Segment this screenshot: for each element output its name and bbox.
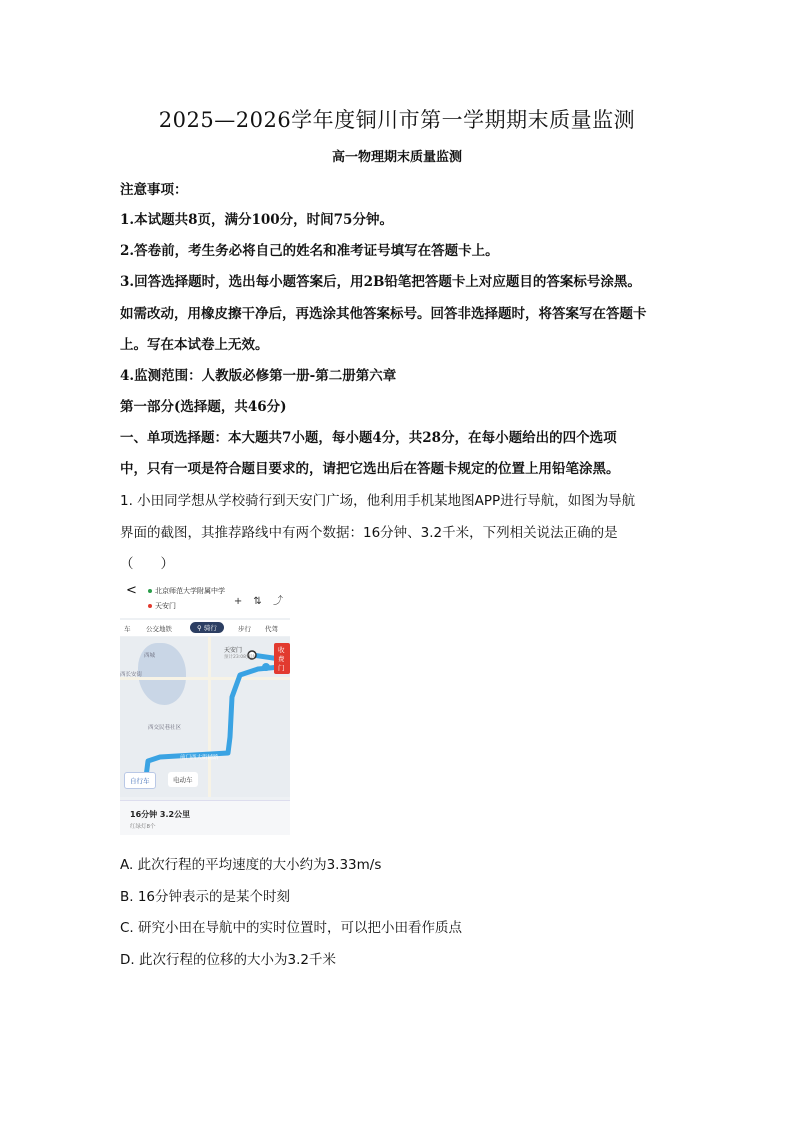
- note-1: 1.本试题共8页，满分100分，时间75分钟。: [120, 212, 393, 228]
- back-icon: <: [126, 583, 137, 598]
- route-traffic-lights: 红绿灯8个: [130, 824, 156, 830]
- question-1-line-b: 界面的截图，其推荐路线中有两个数据：16分钟、3.2千米，下列相关说法正确的是: [120, 525, 618, 541]
- tab-car: 车: [124, 625, 131, 633]
- vehicle-modes: [124, 772, 286, 790]
- part1-heading: 第一部分(选择题，共46分): [120, 399, 287, 415]
- route-header: [120, 580, 290, 618]
- destination-tag: [224, 645, 255, 660]
- tab-transit: 公交地铁: [146, 625, 172, 633]
- option-c: C. 研究小田在导航中的实时位置时，可以把小田看作质点: [120, 920, 463, 936]
- route-result: [120, 800, 290, 835]
- note-2: 2.答卷前，考生务必将自己的姓名和准考证号填写在答题卡上。: [120, 243, 499, 259]
- page-subtitle: 高一物理期末质量监测: [331, 150, 462, 165]
- option-b: B. 16分钟表示的是某个时刻: [120, 889, 291, 905]
- question-1-line-a: 1. 小田同学想从学校骑行到天安门广场，他利用手机某地图APP进行导航，如图为导航: [120, 493, 636, 509]
- option-d: D. 此次行程的位移的大小为3.2千米: [120, 952, 336, 968]
- section-intro-a: 一、单项选择题：本大题共7小题，每小题4分，共28分，在每小题给出的四个选项: [120, 430, 617, 446]
- route-to: 天安门: [155, 602, 176, 610]
- tab-bike: ⚲ 骑行: [190, 622, 224, 633]
- note-3c: 上。写在本试卷上无效。: [120, 337, 269, 353]
- question-1-paren: （ ）: [120, 556, 174, 572]
- start-dot-icon: [148, 589, 152, 593]
- map-label-community: 西交民巷社区: [148, 725, 182, 731]
- option-a: A. 此次行程的平均速度的大小约为3.33m/s: [120, 857, 382, 873]
- bike-icon: ⚲: [197, 624, 204, 632]
- map-label-xicheng: 西城: [144, 653, 156, 659]
- header-actions-icon: + ⇅ ⤴: [233, 596, 287, 607]
- transport-tabs: [120, 620, 290, 636]
- toll-badge: 收费门: [274, 643, 290, 674]
- note-4: 4.监测范围：人教版必修第一册-第二册第六章: [120, 368, 397, 384]
- navigation-screenshot: [120, 580, 290, 835]
- section-intro-b: 中，只有一项是符合题目要求的，请把它选出后在答题卡规定的位置上用铅笔涂黑。: [120, 461, 620, 477]
- tab-walk: 步行: [238, 625, 251, 633]
- mode-ebike: 电动车: [168, 772, 198, 787]
- end-dot-icon: [148, 604, 152, 608]
- map-label-road: 前门西大街辅路: [180, 755, 219, 761]
- route-from: 北京师范大学附属中学: [155, 587, 225, 595]
- map-label-xichangan: 西长安街: [120, 672, 143, 678]
- mode-bicycle: 自行车: [124, 772, 156, 789]
- note-3a: 3.回答选择题时，选出每小题答案后，用2B铅笔把答题卡上对应题目的答案标号涂黑。: [120, 274, 641, 290]
- destination-name: 天安门: [224, 647, 243, 654]
- tab-driver: 代驾: [265, 625, 278, 633]
- route-summary: 16分钟 3.2公里: [130, 810, 191, 819]
- page-title: 2025—2026学年度铜川市第一学期期末质量监测: [158, 108, 636, 132]
- destination-eta: 预计23:08到达: [224, 655, 255, 660]
- note-3b: 如需改动，用橡皮擦干净后，再选涂其他答案标号。回答非选择题时，将答案写在答题卡: [120, 306, 647, 322]
- notes-heading: 注意事项：: [120, 182, 188, 198]
